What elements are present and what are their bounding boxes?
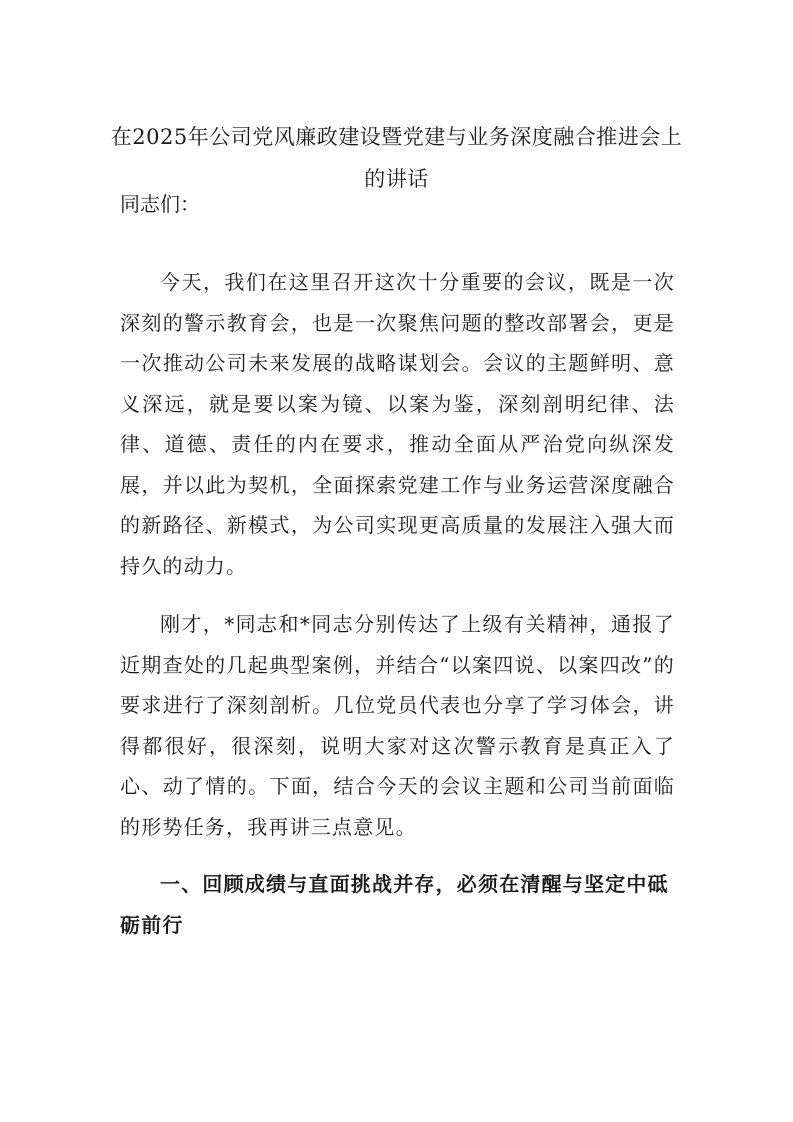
document-title: 在2025年公司党风廉政建设暨党建与业务深度融合推进会上的讲话	[110, 125, 683, 191]
body-paragraph-1: 今天，我们在这里召开这次十分重要的会议，既是一次深刻的警示教育会，也是一次聚焦问题的整改部署会，更是一次推动公司未来发展的战略谋划会。会议的主题鲜明、意义深远，就是要以案为镜、以案为鉴，深刻剖明纪律、法律、道德、责任的内在要求，推动全面从严治党向纵深发展，并以此为契机，全面探索党建工作与业务运营深度融合的新路径、新模式，为公司实现更高质量的发展注入强大而持久的动力。	[120, 270, 675, 578]
section-heading: 一、回顾成绩与直面挑战并存，必须在清醒与坚定中砥砺前行	[120, 872, 669, 937]
body-paragraph-2: 刚才，*同志和*同志分别传达了上级有关精神，通报了近期查处的几起典型案例，并结合“以案四说、以案四改”的要求进行了深刻剖析。几位党员代表也分享了学习体会，讲得都很好，很深刻，说明大家对这次警示教育是真正入了心、动了情的。下面，结合今天的会议主题和公司当前面临的形势任务，我再讲三点意见。	[120, 612, 675, 839]
salutation: 同志们：	[120, 192, 200, 216]
